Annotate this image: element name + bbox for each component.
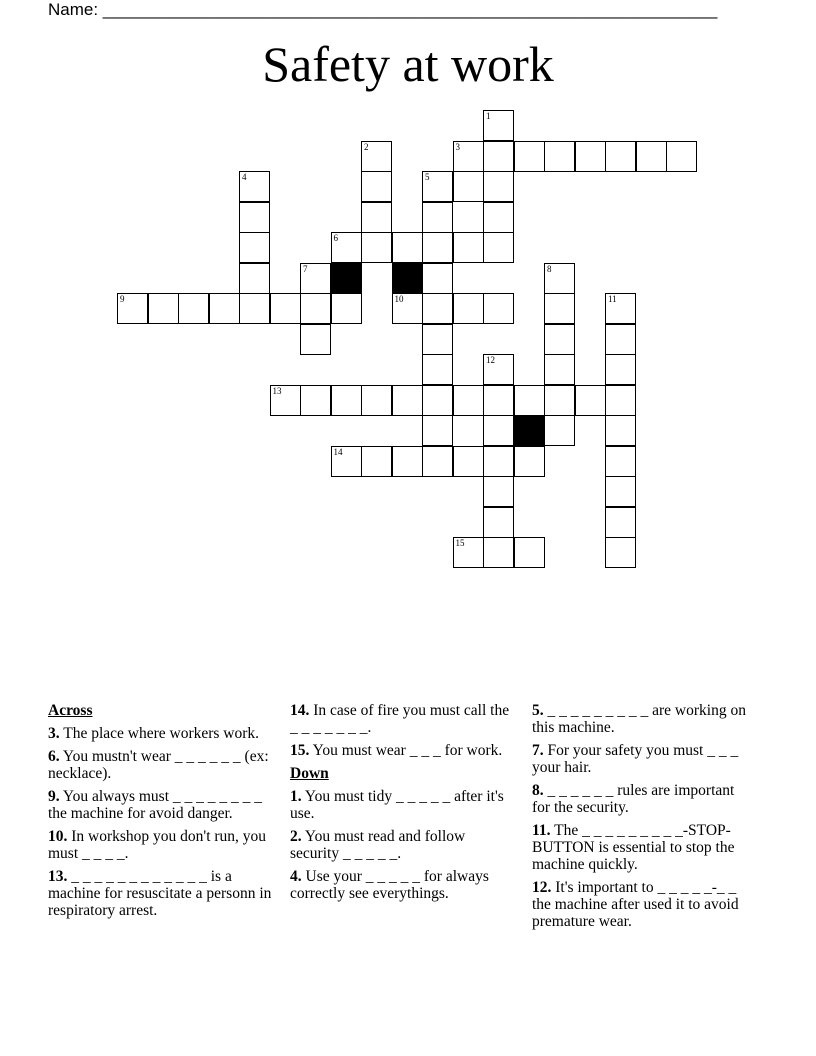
crossword-cell[interactable] xyxy=(361,446,392,477)
crossword-cell[interactable] xyxy=(453,385,484,416)
crossword-cell[interactable] xyxy=(605,415,636,446)
name-line: _________________________________________________________________ xyxy=(102,0,718,19)
crossword-cell[interactable] xyxy=(483,354,514,385)
crossword-cell[interactable] xyxy=(453,537,484,568)
clue-across-15: 15. You must wear _ _ _ for work. xyxy=(290,742,503,759)
clue-number: 14 xyxy=(333,446,343,457)
crossword-cell[interactable] xyxy=(300,263,331,294)
crossword-cell[interactable] xyxy=(331,446,362,477)
crossword-cell[interactable] xyxy=(605,385,636,416)
crossword-cell[interactable] xyxy=(361,232,392,263)
crossword-cell[interactable] xyxy=(483,415,514,446)
down-heading: Down xyxy=(290,765,329,782)
clue-down-12: 12. It's important to _ _ _ _ _-_ _ the machine after used it to avoid premature wear. xyxy=(532,879,739,930)
crossword-cell[interactable] xyxy=(331,293,362,324)
crossword-cell[interactable] xyxy=(544,141,575,172)
crossword-cell[interactable] xyxy=(483,141,514,172)
crossword-cell[interactable] xyxy=(453,293,484,324)
crossword-cell[interactable] xyxy=(422,293,453,324)
crossword-cell[interactable] xyxy=(422,263,453,294)
clue-across-3: 3. The place where workers work. xyxy=(48,725,260,742)
crossword-cell[interactable] xyxy=(239,293,270,324)
crossword-cell[interactable] xyxy=(209,293,240,324)
crossword-cell[interactable] xyxy=(483,385,514,416)
crossword-cell[interactable] xyxy=(575,141,606,172)
clue-down-5: 5. _ _ _ _ _ _ _ _ _ are working on this machine. xyxy=(532,702,746,736)
clue-number: 11 xyxy=(608,294,617,304)
clue-number: 12 xyxy=(486,355,495,365)
clue-down-2: 2. You must read and follow security _ _ _ _ _. xyxy=(290,828,466,862)
clue-down-7: 7. For your safety you must _ _ _ your hair. xyxy=(532,742,739,776)
clue-number: 15 xyxy=(455,538,465,548)
crossword-cell[interactable] xyxy=(300,293,331,324)
crossword-cell[interactable] xyxy=(483,171,514,202)
crossword-cell[interactable] xyxy=(636,141,667,172)
clue-number: 6 xyxy=(333,233,338,243)
clue-number: 10 xyxy=(394,294,404,304)
crossword-cell[interactable] xyxy=(483,446,514,477)
crossword-cell[interactable] xyxy=(392,232,423,263)
crossword-cell[interactable] xyxy=(453,141,484,172)
crossword-cell[interactable] xyxy=(666,141,697,172)
crossword-cell[interactable] xyxy=(361,171,392,202)
crossword-cell[interactable] xyxy=(605,324,636,355)
clue-across-10: 10. In workshop you don't run, you must _ _ _ _. xyxy=(48,828,267,862)
black-cell xyxy=(331,263,362,294)
crossword-cell[interactable] xyxy=(483,507,514,538)
crossword-cell[interactable] xyxy=(178,293,209,324)
clues-column-1 xyxy=(48,702,272,925)
crossword-cell[interactable] xyxy=(605,293,636,324)
crossword-cell[interactable] xyxy=(239,232,270,263)
crossword-cell[interactable] xyxy=(331,385,362,416)
crossword-cell[interactable] xyxy=(483,202,514,233)
crossword-cell[interactable] xyxy=(605,446,636,477)
crossword-cell[interactable] xyxy=(483,110,514,141)
clue-down-4: 4. Use your _ _ _ _ _ for always correctly see everythings. xyxy=(290,868,489,902)
name-label: Name: xyxy=(48,0,103,19)
clue-across-14: 14. In case of fire you must call the _ _ _ _ _ _ _. xyxy=(290,702,510,736)
crossword-cell[interactable] xyxy=(483,537,514,568)
crossword-cell[interactable] xyxy=(605,141,636,172)
crossword-cell[interactable] xyxy=(392,446,423,477)
crossword-cell[interactable] xyxy=(514,141,545,172)
clue-number: 9 xyxy=(120,294,125,304)
crossword-cell[interactable] xyxy=(300,324,331,355)
crossword-cell[interactable] xyxy=(300,385,331,416)
crossword-cell[interactable] xyxy=(422,354,453,385)
crossword-cell[interactable] xyxy=(483,232,514,263)
clues-column-3 xyxy=(532,702,756,936)
crossword-cell[interactable] xyxy=(331,232,362,263)
crossword-cell[interactable] xyxy=(544,293,575,324)
crossword-cell[interactable] xyxy=(544,354,575,385)
crossword-cell[interactable] xyxy=(605,354,636,385)
clue-across-6: 6. You mustn't wear _ _ _ _ _ _ (ex: necklace). xyxy=(48,748,269,782)
clues-column-2 xyxy=(290,702,514,908)
crossword-cell[interactable] xyxy=(483,293,514,324)
crossword-cell[interactable] xyxy=(605,507,636,538)
black-cell xyxy=(514,415,545,446)
clue-across-13: 13. _ _ _ _ _ _ _ _ _ _ _ _ is a machine for resuscitate a personn in respiratory arrest. xyxy=(48,868,272,919)
clue-across-9: 9. You always must _ _ _ _ _ _ _ _ the machine for avoid danger. xyxy=(48,788,263,822)
crossword-cell[interactable] xyxy=(453,446,484,477)
crossword-cell[interactable] xyxy=(544,415,575,446)
crossword-cell[interactable] xyxy=(239,202,270,233)
black-cell xyxy=(392,263,423,294)
crossword-cell[interactable] xyxy=(514,446,545,477)
crossword-cell[interactable] xyxy=(148,293,179,324)
crossword-cell[interactable] xyxy=(544,263,575,294)
clue-number: 3 xyxy=(455,141,460,152)
crossword-cell[interactable] xyxy=(605,476,636,507)
crossword-cell[interactable] xyxy=(422,171,453,202)
crossword-cell[interactable] xyxy=(392,293,423,324)
clue-number: 13 xyxy=(272,385,282,396)
crossword-cell[interactable] xyxy=(392,385,423,416)
crossword-cell[interactable] xyxy=(422,385,453,416)
clue-down-1: 1. You must tidy _ _ _ _ _ after it's use. xyxy=(290,788,504,822)
crossword-cell[interactable] xyxy=(270,293,301,324)
crossword-cell[interactable] xyxy=(453,232,484,263)
crossword-cell[interactable] xyxy=(544,324,575,355)
crossword-cell[interactable] xyxy=(544,385,575,416)
clue-number: 1 xyxy=(486,111,491,121)
clue-number: 7 xyxy=(303,263,308,274)
clue-number: 5 xyxy=(425,172,430,182)
crossword-cell[interactable] xyxy=(605,537,636,568)
crossword-cell[interactable] xyxy=(239,263,270,294)
crossword-cell[interactable] xyxy=(575,385,606,416)
clue-down-8: 8. _ _ _ _ _ _ rules are important for the security. xyxy=(532,782,735,816)
crossword-cell[interactable] xyxy=(270,385,301,416)
crossword-cell[interactable] xyxy=(422,446,453,477)
crossword-cell[interactable] xyxy=(483,476,514,507)
across-heading: Across xyxy=(48,702,93,719)
crossword-cell[interactable] xyxy=(117,293,148,324)
crossword-cell[interactable] xyxy=(361,202,392,233)
crossword-cell[interactable] xyxy=(514,385,545,416)
clue-number: 4 xyxy=(242,172,247,182)
clue-down-11: 11. The _ _ _ _ _ _ _ _ _-STOP- BUTTON is essential to stop the machine quickly. xyxy=(532,822,735,873)
crossword-cell[interactable] xyxy=(422,202,453,233)
crossword-cell[interactable] xyxy=(422,232,453,263)
crossword-cell[interactable] xyxy=(422,415,453,446)
crossword-cell[interactable] xyxy=(514,537,545,568)
crossword-cell[interactable] xyxy=(422,324,453,355)
crossword-cell[interactable] xyxy=(361,385,392,416)
crossword-cell[interactable] xyxy=(239,171,270,202)
clue-number: 2 xyxy=(364,141,369,152)
clue-number: 8 xyxy=(547,263,552,274)
crossword-cell[interactable] xyxy=(361,141,392,172)
page-title: Safety at work xyxy=(262,36,554,92)
crossword-cell[interactable] xyxy=(453,171,484,202)
